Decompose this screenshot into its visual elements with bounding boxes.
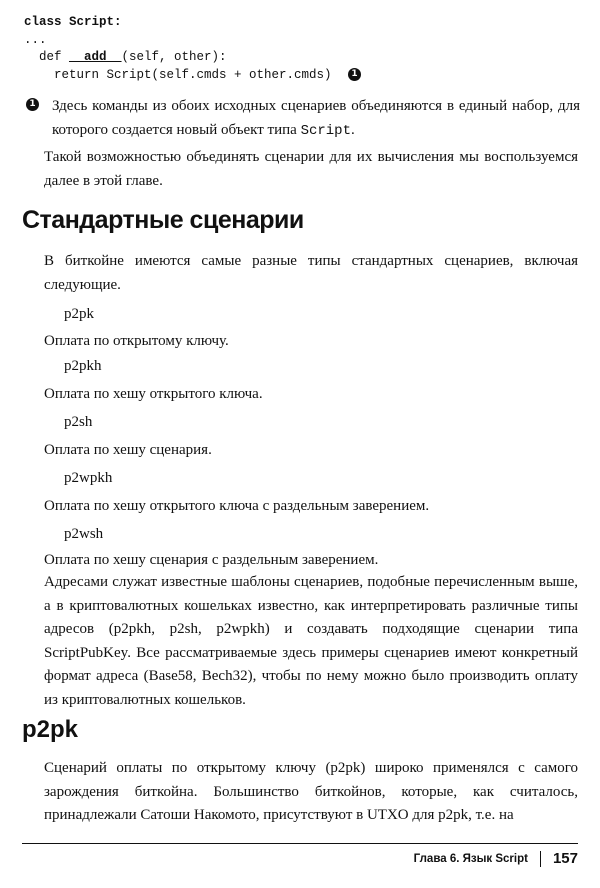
callout-code-term: Script (300, 123, 351, 139)
definition-description: Оплата по хешу открытого ключа с раздельным заверением. (44, 498, 430, 514)
callout-text (52, 94, 580, 143)
definition-description: Оплата по хешу сценария с раздельным заверением. (44, 552, 379, 568)
code-callout-marker-icon: 1 (348, 68, 361, 81)
code-line-2: ... (24, 32, 47, 47)
paragraph-intro: В биткойне имеются самые разные типы стандартных сценариев, включая следующие. (44, 253, 578, 293)
heading-p2pk: p2pk (22, 716, 79, 743)
code-method-name: __add__ (69, 50, 122, 64)
definition-term: p2sh (64, 414, 93, 430)
page-footer (414, 850, 578, 867)
footer-separator (540, 851, 541, 867)
heading-standard-scripts: Стандартные сценарии (22, 206, 304, 234)
definition-term: p2pkh (64, 358, 102, 374)
paragraph-combine: Такой возможностью объединять сценарии для их вычисления мы воспользуемся далее в этой главе. (44, 149, 578, 189)
code-listing (24, 14, 358, 84)
code-line-3-pre: def (24, 50, 70, 64)
paragraph-p2pk: Сценарий оплаты по открытому ключу (p2pk) широко применялся с самого зарождения биткойна. Большинство биткойнов, которые, как считалось, принадлежали Сатоши Накомото, присутствуют в UTXO для p2pk, т.е. на (44, 760, 578, 823)
footer-chapter-title: Глава 6. Язык Script (413, 852, 528, 865)
callout-marker-icon: 1 (26, 98, 39, 111)
definition-description: Оплата по открытому ключу. (44, 333, 229, 349)
definition-description: Оплата по хешу открытого ключа. (44, 386, 263, 402)
callout-text-main: Здесь команды из обоих исходных сценариев объединяются в единый набор, для которого создается новый объект типа (52, 98, 580, 138)
code-line-3-post: (self, other): (121, 50, 227, 64)
definition-term: p2pk (64, 306, 94, 322)
definition-term: p2wpkh (64, 470, 113, 486)
callout-text-end: . (351, 122, 355, 138)
code-callout (24, 94, 580, 143)
paragraph-addresses: Адресами служат известные шаблоны сценариев, подобные перечисленным выше, а в криптовалютных кошельках известно, как интерпретировать различные типы адресов (p2pkh, p2sh, p2wpkh) и создавать подходящие сценарии типа ScriptPubKey. Все рассматриваемые здесь примеры сценариев имеют конкретный формат адреса (Base58, Bech32), чтобы по нему можно было производить оплату из криптовалютных кошельков. (44, 574, 578, 708)
footer-rule (22, 843, 578, 844)
code-line-4: return Script(self.cmds + other.cmds) (24, 67, 332, 82)
definition-term: p2wsh (64, 526, 104, 542)
page-number: 157 (552, 850, 578, 867)
code-line-1: class Script: (24, 15, 122, 29)
definition-description: Оплата по хешу сценария. (44, 442, 212, 458)
